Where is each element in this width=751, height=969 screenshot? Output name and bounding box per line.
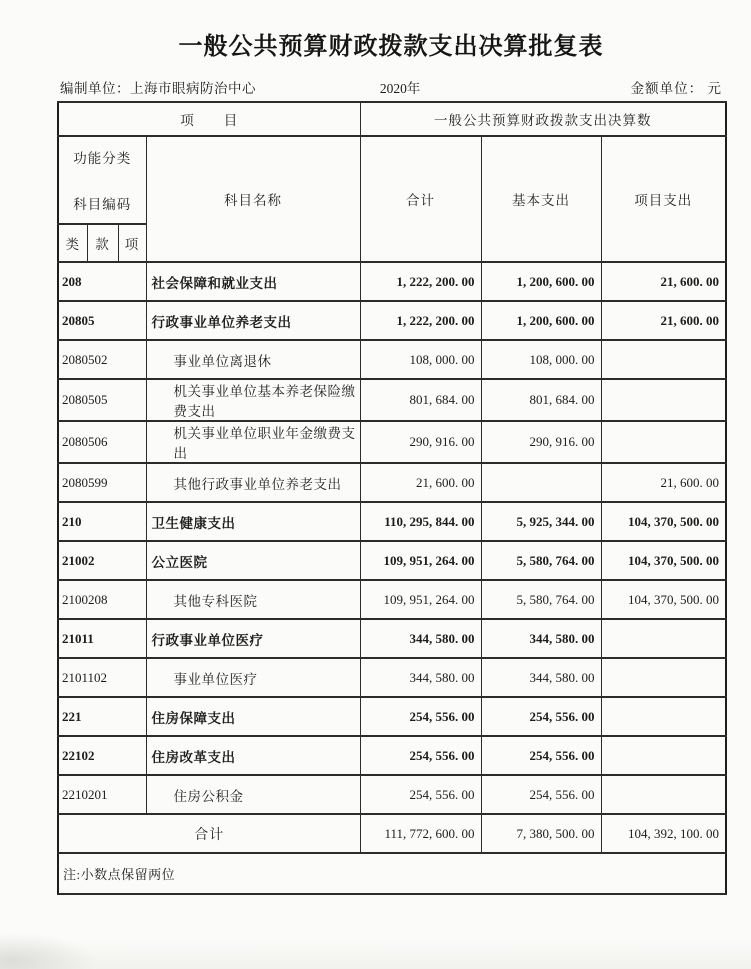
row-project-value: 21, 600. 00	[601, 301, 726, 340]
row-code: 20805	[58, 301, 146, 340]
row-total-value: 254, 556. 00	[360, 736, 481, 775]
function-code-header-line1: 功能分类	[73, 151, 132, 166]
table-row	[58, 619, 726, 658]
row-code: 2101102	[58, 658, 146, 697]
row-basic-value: 344, 580. 00	[481, 658, 601, 697]
row-code: 2210201	[58, 775, 146, 814]
row-code: 2100208	[58, 580, 146, 619]
row-project-value: 21, 600. 00	[601, 463, 726, 502]
page-title: 一般公共预算财政拨款支出决算批复表	[178, 33, 604, 60]
row-total-value: 254, 556. 00	[360, 775, 481, 814]
row-project-value	[601, 658, 726, 697]
total-row-basic: 7, 380, 500. 00	[481, 814, 601, 853]
row-project-value: 104, 370, 500. 00	[601, 502, 726, 541]
row-total-value: 1, 222, 200. 00	[360, 262, 481, 301]
amount-unit: 金额单位： 元	[630, 81, 722, 96]
row-subject-name: 卫生健康支出	[146, 502, 360, 541]
row-total-value: 109, 951, 264. 00	[360, 541, 481, 580]
table-body	[58, 262, 726, 894]
row-basic-value: 5, 580, 764. 00	[481, 541, 601, 580]
row-basic-value: 254, 556. 00	[481, 775, 601, 814]
row-basic-value: 108, 000. 00	[481, 340, 601, 379]
row-code: 22102	[58, 736, 146, 775]
row-code: 210	[58, 502, 146, 541]
header-row-columns	[58, 136, 726, 224]
item-subheader: 款	[87, 224, 118, 262]
row-total-value: 21, 600. 00	[360, 463, 481, 502]
row-code: 21011	[58, 619, 146, 658]
row-project-value: 104, 370, 500. 00	[601, 580, 726, 619]
total-row	[58, 814, 726, 853]
row-basic-value: 254, 556. 00	[481, 697, 601, 736]
prepared-by-label: 编制单位：	[60, 81, 130, 96]
row-subject-name: 住房公积金	[146, 775, 360, 814]
function-code-header-line2: 科目编码	[73, 197, 132, 212]
row-subject-name: 其他行政事业单位养老支出	[146, 463, 360, 502]
table-row	[58, 697, 726, 736]
row-subject-name: 机关事业单位基本养老保险缴费支出	[146, 379, 360, 421]
row-total-value: 1, 222, 200. 00	[360, 301, 481, 340]
meta-row	[60, 77, 724, 97]
row-project-value	[601, 775, 726, 814]
row-total-value: 801, 684. 00	[360, 379, 481, 421]
row-subject-name: 其他专科医院	[146, 580, 360, 619]
row-subject-name: 住房改革支出	[146, 736, 360, 775]
row-basic-value: 5, 580, 764. 00	[481, 580, 601, 619]
table-header	[58, 102, 726, 262]
row-basic-value: 344, 580. 00	[481, 619, 601, 658]
row-project-value	[601, 379, 726, 421]
footnote: 注:小数点保留两位	[58, 853, 726, 894]
row-project-value	[601, 697, 726, 736]
table-row	[58, 580, 726, 619]
row-subject-name: 机关事业单位职业年金缴费支出	[146, 421, 360, 463]
row-basic-value	[481, 463, 601, 502]
note-row	[58, 853, 726, 894]
table-row	[58, 379, 726, 421]
row-subject-name: 事业单位离退休	[146, 340, 360, 379]
basic-expenditure-header: 基本支出	[481, 136, 601, 262]
total-row-total: 111, 772, 600. 00	[360, 814, 481, 853]
total-row-label: 合计	[58, 814, 360, 853]
row-total-value: 108, 000. 00	[360, 340, 481, 379]
row-total-value: 344, 580. 00	[360, 658, 481, 697]
entry-subheader: 项	[118, 224, 146, 262]
subject-name-header: 科目名称	[146, 136, 360, 262]
row-subject-name: 社会保障和就业支出	[146, 262, 360, 301]
row-total-value: 110, 295, 844. 00	[360, 502, 481, 541]
table-row	[58, 502, 726, 541]
budget-expenditure-table	[57, 101, 727, 895]
row-subject-name: 住房保障支出	[146, 697, 360, 736]
row-basic-value: 5, 925, 344. 00	[481, 502, 601, 541]
prepared-by	[60, 77, 256, 97]
row-total-value: 290, 916. 00	[360, 421, 481, 463]
amount-group-header: 一般公共预算财政拨款支出决算数	[360, 102, 726, 136]
row-code: 2080599	[58, 463, 146, 502]
row-project-value: 104, 370, 500. 00	[601, 541, 726, 580]
row-subject-name: 行政事业单位养老支出	[146, 301, 360, 340]
total-row-project: 104, 392, 100. 00	[601, 814, 726, 853]
row-basic-value: 801, 684. 00	[481, 379, 601, 421]
row-code: 2080502	[58, 340, 146, 379]
row-subject-name: 公立医院	[146, 541, 360, 580]
project-group-header: 项 目	[58, 102, 360, 136]
row-project-value	[601, 736, 726, 775]
row-total-value: 254, 556. 00	[360, 697, 481, 736]
row-project-value	[601, 340, 726, 379]
table-row	[58, 340, 726, 379]
row-code: 21002	[58, 541, 146, 580]
row-subject-name: 行政事业单位医疗	[146, 619, 360, 658]
table-row	[58, 463, 726, 502]
table-row	[58, 658, 726, 697]
row-total-value: 109, 951, 264. 00	[360, 580, 481, 619]
function-code-header	[58, 136, 146, 224]
table-row	[58, 541, 726, 580]
row-project-value	[601, 619, 726, 658]
row-basic-value: 254, 556. 00	[481, 736, 601, 775]
row-code: 208	[58, 262, 146, 301]
row-code: 2080505	[58, 379, 146, 421]
prepared-by-value: 上海市眼病防治中心	[130, 81, 256, 96]
table-row	[58, 736, 726, 775]
row-total-value: 344, 580. 00	[360, 619, 481, 658]
header-row-groups	[58, 102, 726, 136]
table-row	[58, 262, 726, 301]
row-basic-value: 290, 916. 00	[481, 421, 601, 463]
row-code: 221	[58, 697, 146, 736]
table-row	[58, 301, 726, 340]
total-column-header: 合计	[360, 136, 481, 262]
table-row	[58, 421, 726, 463]
row-project-value: 21, 600. 00	[601, 262, 726, 301]
project-expenditure-header: 项目支出	[601, 136, 726, 262]
table-row	[58, 775, 726, 814]
row-basic-value: 1, 200, 600. 00	[481, 301, 601, 340]
row-code: 2080506	[58, 421, 146, 463]
row-subject-name: 事业单位医疗	[146, 658, 360, 697]
row-basic-value: 1, 200, 600. 00	[481, 262, 601, 301]
row-project-value	[601, 421, 726, 463]
class-subheader: 类	[58, 224, 87, 262]
fiscal-year: 2020年	[379, 81, 421, 96]
